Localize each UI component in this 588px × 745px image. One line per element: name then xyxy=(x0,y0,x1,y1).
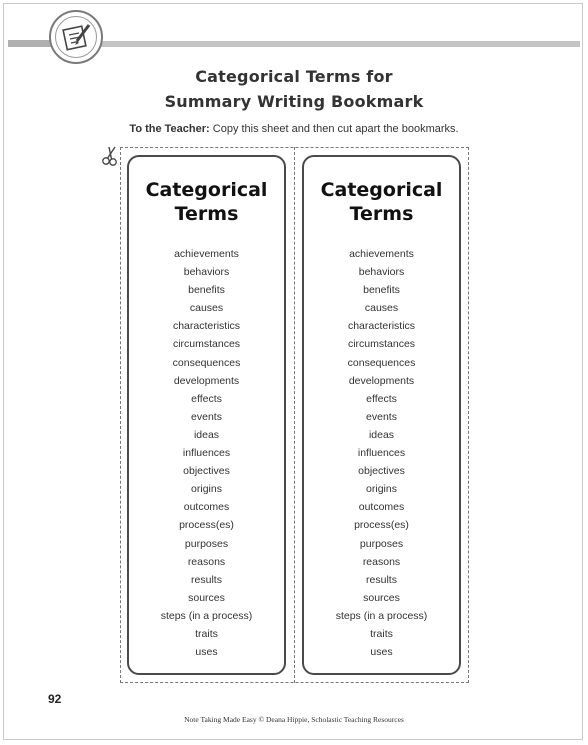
page-footer: Note Taking Made Easy © Deana Hippie, Scholastic Teaching Resources xyxy=(184,715,404,724)
term-item: sources xyxy=(363,591,400,604)
term-item: consequences xyxy=(172,356,241,369)
bookmark-heading-line1: Categorical xyxy=(145,179,268,201)
term-list xyxy=(304,245,459,661)
term-item: events xyxy=(191,410,222,423)
term-item: events xyxy=(366,410,397,423)
term-item: influences xyxy=(182,447,231,460)
term-item: ideas xyxy=(193,428,220,441)
term-item: uses xyxy=(195,646,218,659)
term-item: process(es) xyxy=(179,519,234,532)
term-item: objectives xyxy=(183,465,230,478)
term-item: reasons xyxy=(362,555,401,568)
term-item: behaviors xyxy=(183,266,230,279)
term-item: circumstances xyxy=(347,338,416,351)
term-item: ideas xyxy=(368,428,395,441)
term-item: origins xyxy=(191,483,222,496)
term-item: reasons xyxy=(187,555,226,568)
term-item: developments xyxy=(348,374,415,387)
bookmark-heading-line2: Terms xyxy=(349,203,414,225)
term-item: uses xyxy=(370,646,393,659)
term-item: purposes xyxy=(359,537,404,550)
cut-guide-divider xyxy=(294,147,295,683)
term-item: causes xyxy=(364,302,399,315)
term-item: benefits xyxy=(363,284,400,297)
term-item: benefits xyxy=(188,284,225,297)
term-item: origins xyxy=(366,483,397,496)
term-item: effects xyxy=(366,392,397,405)
term-item: outcomes xyxy=(358,501,405,514)
term-item: steps (in a process) xyxy=(160,609,253,622)
term-item: sources xyxy=(188,591,225,604)
term-item: influences xyxy=(357,447,406,460)
term-item: outcomes xyxy=(183,501,230,514)
term-item: achievements xyxy=(174,248,239,260)
bookmark-right xyxy=(302,155,461,675)
term-item: developments xyxy=(173,374,240,387)
bookmark-left xyxy=(127,155,286,675)
term-item: results xyxy=(366,573,397,586)
bookmark-heading-line1: Categorical xyxy=(320,179,443,201)
term-item: characteristics xyxy=(347,320,416,333)
bookmark-heading-line2: Terms xyxy=(174,203,239,225)
teacher-note xyxy=(0,123,588,135)
term-item: characteristics xyxy=(172,320,241,333)
term-item: results xyxy=(191,573,222,586)
term-item: achievements xyxy=(349,248,414,260)
term-list xyxy=(129,245,284,661)
term-item: process(es) xyxy=(354,519,409,532)
term-item: traits xyxy=(195,627,218,640)
note-pencil-icon xyxy=(62,22,92,52)
term-item: objectives xyxy=(358,465,405,478)
term-item: purposes xyxy=(184,537,229,550)
term-item: effects xyxy=(191,392,222,405)
teacher-note-label: To the Teacher: xyxy=(129,123,210,135)
term-item: behaviors xyxy=(358,266,405,279)
page-title-line1: Categorical Terms for xyxy=(195,67,393,86)
term-item: circumstances xyxy=(172,338,241,351)
teacher-note-text: Copy this sheet and then cut apart the bookmarks. xyxy=(209,123,459,135)
term-item: traits xyxy=(370,627,393,640)
term-item: steps (in a process) xyxy=(335,609,428,622)
page-number: 92 xyxy=(48,692,62,706)
term-item: causes xyxy=(189,302,224,315)
header-badge xyxy=(49,10,103,64)
scissors-icon xyxy=(101,145,121,167)
page-title-line2: Summary Writing Bookmark xyxy=(164,92,424,111)
term-item: consequences xyxy=(347,356,416,369)
